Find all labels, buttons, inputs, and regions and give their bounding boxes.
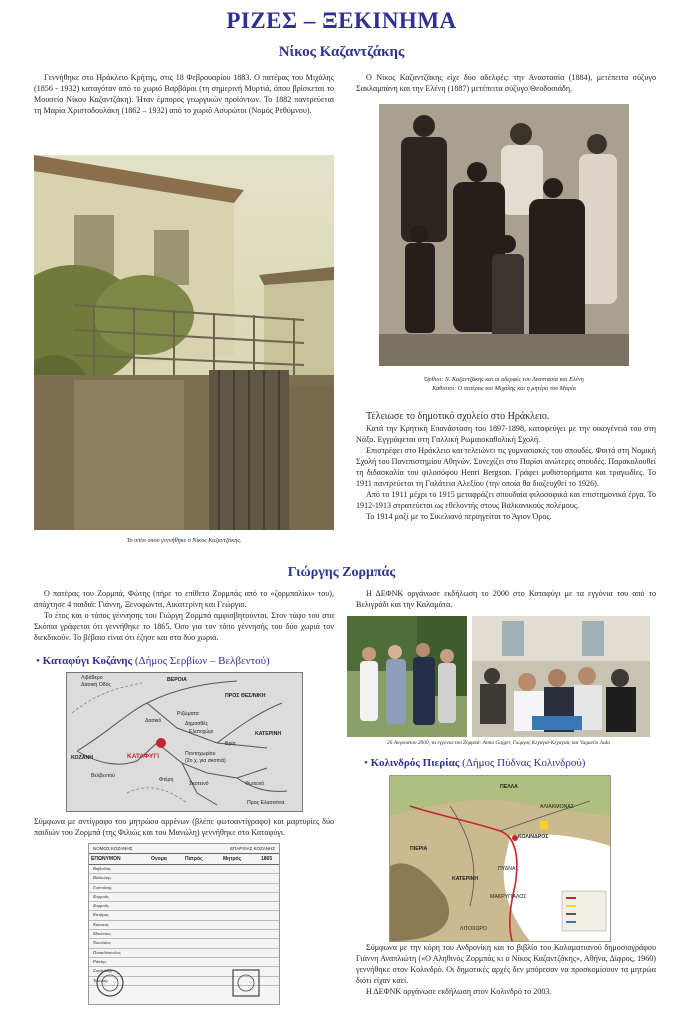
bullet-icon: • bbox=[364, 757, 371, 769]
register-cell: Νικολάου bbox=[93, 940, 111, 946]
map-label: Βελβεντού bbox=[91, 773, 115, 779]
kazantzakis-intro-left: Γεννήθηκε στο Ηράκλειο Κρήτης, στις 18 Φεβρουαρίου 1883. Ο πατέρας του Μιχάλης (1856 - 1932) καταγόταν από το χωριό Βαρβάροι (τη σημερινή Μυρτιά, όπου βρίσκεται το Μουσείο Νίκου Καζαντζάκη). Ήταν έμπορος γεωργικών προϊόντων. Το 1882 παντρεύεται τη Μαρία Χριστοδουλάκη (1862 – 1932) από το χωριό Ασυρώτοι (Νομός Ρεθύμνου). bbox=[34, 73, 334, 115]
kozani-map bbox=[66, 672, 303, 812]
map-label: Προς Ελασσόνα bbox=[247, 800, 285, 806]
register-cell: Τσιώρης bbox=[93, 977, 109, 983]
register-cell: Βιλλιώτης bbox=[93, 875, 112, 881]
map-label: ΒΕΡΟΙΑ bbox=[167, 677, 187, 683]
zorbas-heading: Γιώργης Ζορμπάς bbox=[287, 565, 396, 580]
event-photo-audience-art bbox=[472, 616, 650, 737]
map-label: ΑΛΙΑΚΜΟΝΑΣ bbox=[540, 804, 575, 810]
map-label: ΠΕΛΛΑ bbox=[500, 784, 518, 790]
map-label: Βρία bbox=[225, 741, 236, 747]
map-label: Ποντοχωρίου bbox=[185, 751, 216, 757]
register-cell: Ράπτης bbox=[93, 958, 107, 964]
event-photo-grandchildren-art bbox=[347, 616, 467, 737]
kolindros-text: Σύμφωνα με την κόρη του Ανδρονίκη και το βιβλίο του Καλαματιανού δημοσιογράφου Γιάννη Αναπλιώτη («Ο Αληθινός Ζορμπάς κι ο Νίκος Καζαντζάκης», Αθήνα, Δίφρος, 1960) γεννήθηκε στον Κολινδρό. Οι δημοτικές αρχές δεν μπόρεσαν να προσκομίσουν τα μητρώα διότι είχαν καεί. Η ΔΕΦΝΚ οργάνωσε εκδήλωση στον Κολινδρό το 2003. bbox=[356, 943, 656, 996]
register-row bbox=[89, 893, 279, 902]
register-row bbox=[89, 865, 279, 874]
map-label: Δημοσθές bbox=[185, 721, 209, 727]
map-label: Σκοτεινό bbox=[189, 781, 209, 787]
register-document: ΝΟΜΟΣ ΚΟΖΑΝΗΣ ΕΠΑΡΧΙΑΣ ΚΟΖΑΝΗΣ ΕΠΩΝΥΜΟΝ Ονομα Πατρός Μητρός 1865 Βαβούλας Βιλλιώτης Γιαννάκης Ζορμπάς Ζορμπάς Κατάρας Κακατός Μπούσιος Νικολάου Παπαδόπουλος Ράπτης Σουλιώτης Τσιώρης bbox=[88, 843, 280, 1005]
register-header: ΕΠΩΝΥΜΟΝ Ονομα Πατρός Μητρός 1865 bbox=[89, 853, 279, 865]
katafygi-text: Σύμφωνα με αντίγραφο του μητρώου αρρένων (βλέπε φωτοαντίγραφο) και μαρτυρίες δύο παιδιών του Ζορμπά (της Φιλιώς και του Μανώλη) γεννήθηκε στο Καταφύγι. bbox=[34, 817, 334, 837]
register-row bbox=[89, 958, 279, 967]
map-label: ΚΟΛΙΝΔΡΟΣ bbox=[518, 834, 549, 840]
register-row bbox=[89, 902, 279, 911]
register-cell: Βαβούλας bbox=[93, 866, 112, 871]
map-label: ΠΥΔΝΑ bbox=[498, 866, 516, 872]
kazantzakis-intro-right: Ο Νίκος Καζαντζάκης είχε δύο αδελφές: την Αναστασία (1884), μετέπειτα σύζυγο Σακλαμπάνη και την Ελένη (1887) μετέπειτα σύζυγο Θεοδοσιάδη. bbox=[356, 73, 656, 93]
register-row bbox=[89, 921, 279, 930]
map-label: Ριζώματα bbox=[177, 711, 199, 717]
house-photo-art bbox=[34, 155, 334, 530]
map-label: ΚΑΤΕΡΙΝΗ bbox=[255, 731, 282, 737]
map-label: ΚΑΤΕΡΙΝΗ bbox=[452, 876, 479, 882]
map-label: ΠΙΕΡΙΑ bbox=[410, 846, 428, 852]
map-label: Φτέρη bbox=[159, 777, 174, 783]
event-photo-grandchildren bbox=[347, 616, 467, 737]
map-label: (2ο χ. για σκοπιά) bbox=[185, 758, 226, 764]
register-row bbox=[89, 930, 279, 939]
event-caption: 26 Αυγούστου 2000, τα εγγόνια του Ζορμπά: Anna Gajger, Γιώργος Κεχαγιά-Κεχαγιάς και Vaguelis Jada bbox=[387, 740, 610, 746]
family-caption: Όρθιοι: Ν. Καζαντζάκης και οι αδερφές του Αναστασία και Ελένη Καθιστοί: Ο πατέρας του Μιχάλης και η μητέρα του Μαρία bbox=[424, 376, 584, 392]
register-row bbox=[89, 949, 279, 958]
register-row bbox=[89, 911, 279, 920]
family-photo-art bbox=[379, 104, 629, 366]
bullet-icon: • bbox=[36, 655, 43, 667]
register-row bbox=[89, 874, 279, 883]
map-label: Δασική Οδός bbox=[81, 682, 112, 688]
kozani-map-roads bbox=[67, 673, 302, 811]
register-cell: Παπαδόπουλος bbox=[93, 949, 121, 955]
register-row bbox=[89, 939, 279, 948]
place-kataf-heading: • Καταφύγι Κοζάνης (Δήμος Σερβίων – Βελβεντού) bbox=[36, 655, 270, 667]
stamp-icon bbox=[95, 968, 125, 998]
house-photo bbox=[34, 155, 334, 530]
map-label: ΜΑΚΡΥΓΙΑΛΟΣ bbox=[490, 894, 527, 900]
register-cell: Ζορμπάς bbox=[93, 903, 109, 909]
kazantzakis-bio: Τέλειωσε το δημοτικό σχολείο στο Ηράκλειο. Κατά την Κρητική Επανάσταση του 1897-1898, καταφεύγει με την οικογένειά του στη Νάξο. Εγγράφεται στη Γαλλική Ρωμαιοκαθολική Σχολή. Επιστρέφει στο Ηράκλειο και τελειώνει τις γυμνασιακές του σπουδές. Φοιτά στη Νομική Σχολή του Πανεπιστημίου Αθηνών. Συνεχίζει στο Παρίσι ανώτερες σπουδές. Παρακολουθεί τη διδασκαλία του φιλοσόφου Henri Bergson. Γράφει μυθιστορήματα και τραγωδίες. Το 1911 παντρεύεται τη Γαλάτεια Αλεξίου (την οποία θα διαζευχθεί το 1926). Από το 1911 μέχρι το 1915 μεταφράζει σπουδαία φιλοσοφικά και επιστημονικά έργα. Το 1912-1913 στρατεύεται ως εθελοντής στους Βαλκανικούς πολέμους. Το 1914 μαζί με το Σικελιανό περιηγείται το Άγιον Όρος. bbox=[356, 411, 656, 521]
register-cell: Ζορμπάς bbox=[93, 893, 109, 899]
zorbas-intro: Ο πατέρας του Ζορμπά, Φώτης (πήρε το επίθετο Ζορμπάς από το «ζορμπαλίκι» του), απόχτησε 4 παιδιά: Γιάννη, Ξενοφώντα, Αικατερίνη και Γεώργιο. Το έτος και ο τόπος γέννησης του Γιώργη Ζορμπά αμφισβητούνται. Στον τάφο του στα Σκόπια γράφεται ότι γεννήθηκε το 1865. Όσο για τον τόπο γέννησής του δύο χωριά τον διεκδικούν. Το βέβαιο είναι ότι έζησε και στα δύο χωριά. bbox=[34, 589, 334, 642]
house-caption: Το σπίτι όπου γεννήθηκε ο Νίκος Καζαντζάκης. bbox=[126, 537, 242, 544]
map-label: ΚΟΖΑΝΗ bbox=[71, 755, 93, 761]
pieria-map-terrain bbox=[390, 776, 610, 941]
stamp-icon bbox=[231, 968, 261, 998]
event-photo-audience bbox=[472, 616, 650, 737]
map-label: Ελατοχώρι bbox=[189, 729, 214, 735]
map-label: Λιβάδερο bbox=[81, 675, 103, 681]
register-row bbox=[89, 884, 279, 893]
page-title: ΡΙΖΕΣ – ΞΕΚΙΝΗΜΑ bbox=[226, 8, 457, 33]
map-label: Δασκιό bbox=[145, 718, 162, 724]
map-label: Φωτεινό bbox=[245, 781, 265, 787]
register-cell: Γιαννάκης bbox=[93, 884, 112, 890]
map-label: ΠΡΟΣ ΘΕΣ/ΝΙΚΗ bbox=[225, 693, 266, 699]
family-photo bbox=[379, 104, 629, 366]
place-kolindros-heading: • Κολινδρός Πιερίας (Δήμος Πύδνας Κολινδρού) bbox=[364, 757, 586, 769]
map-label: ΛΙΤΟΧΩΡΟ bbox=[460, 926, 487, 932]
map-label-katafygi: ΚΑΤΑΦΥΓΙ bbox=[127, 753, 160, 760]
register-cell: Μπούσιος bbox=[93, 931, 112, 937]
register-cell: Κατάρας bbox=[93, 912, 109, 918]
defnk-2000-text: Η ΔΕΦΝΚ οργάνωσε εκδήλωση το 2000 στο Καταφύγι με τα εγγόνια του από το Βελιγράδι και την Καλαμάτα. bbox=[356, 589, 656, 609]
register-cell: Σουλιώτης bbox=[93, 968, 113, 974]
register-cell: Κακατός bbox=[93, 921, 109, 927]
page-subtitle: Νίκος Καζαντζάκης bbox=[278, 44, 405, 60]
pieria-map bbox=[389, 775, 611, 942]
